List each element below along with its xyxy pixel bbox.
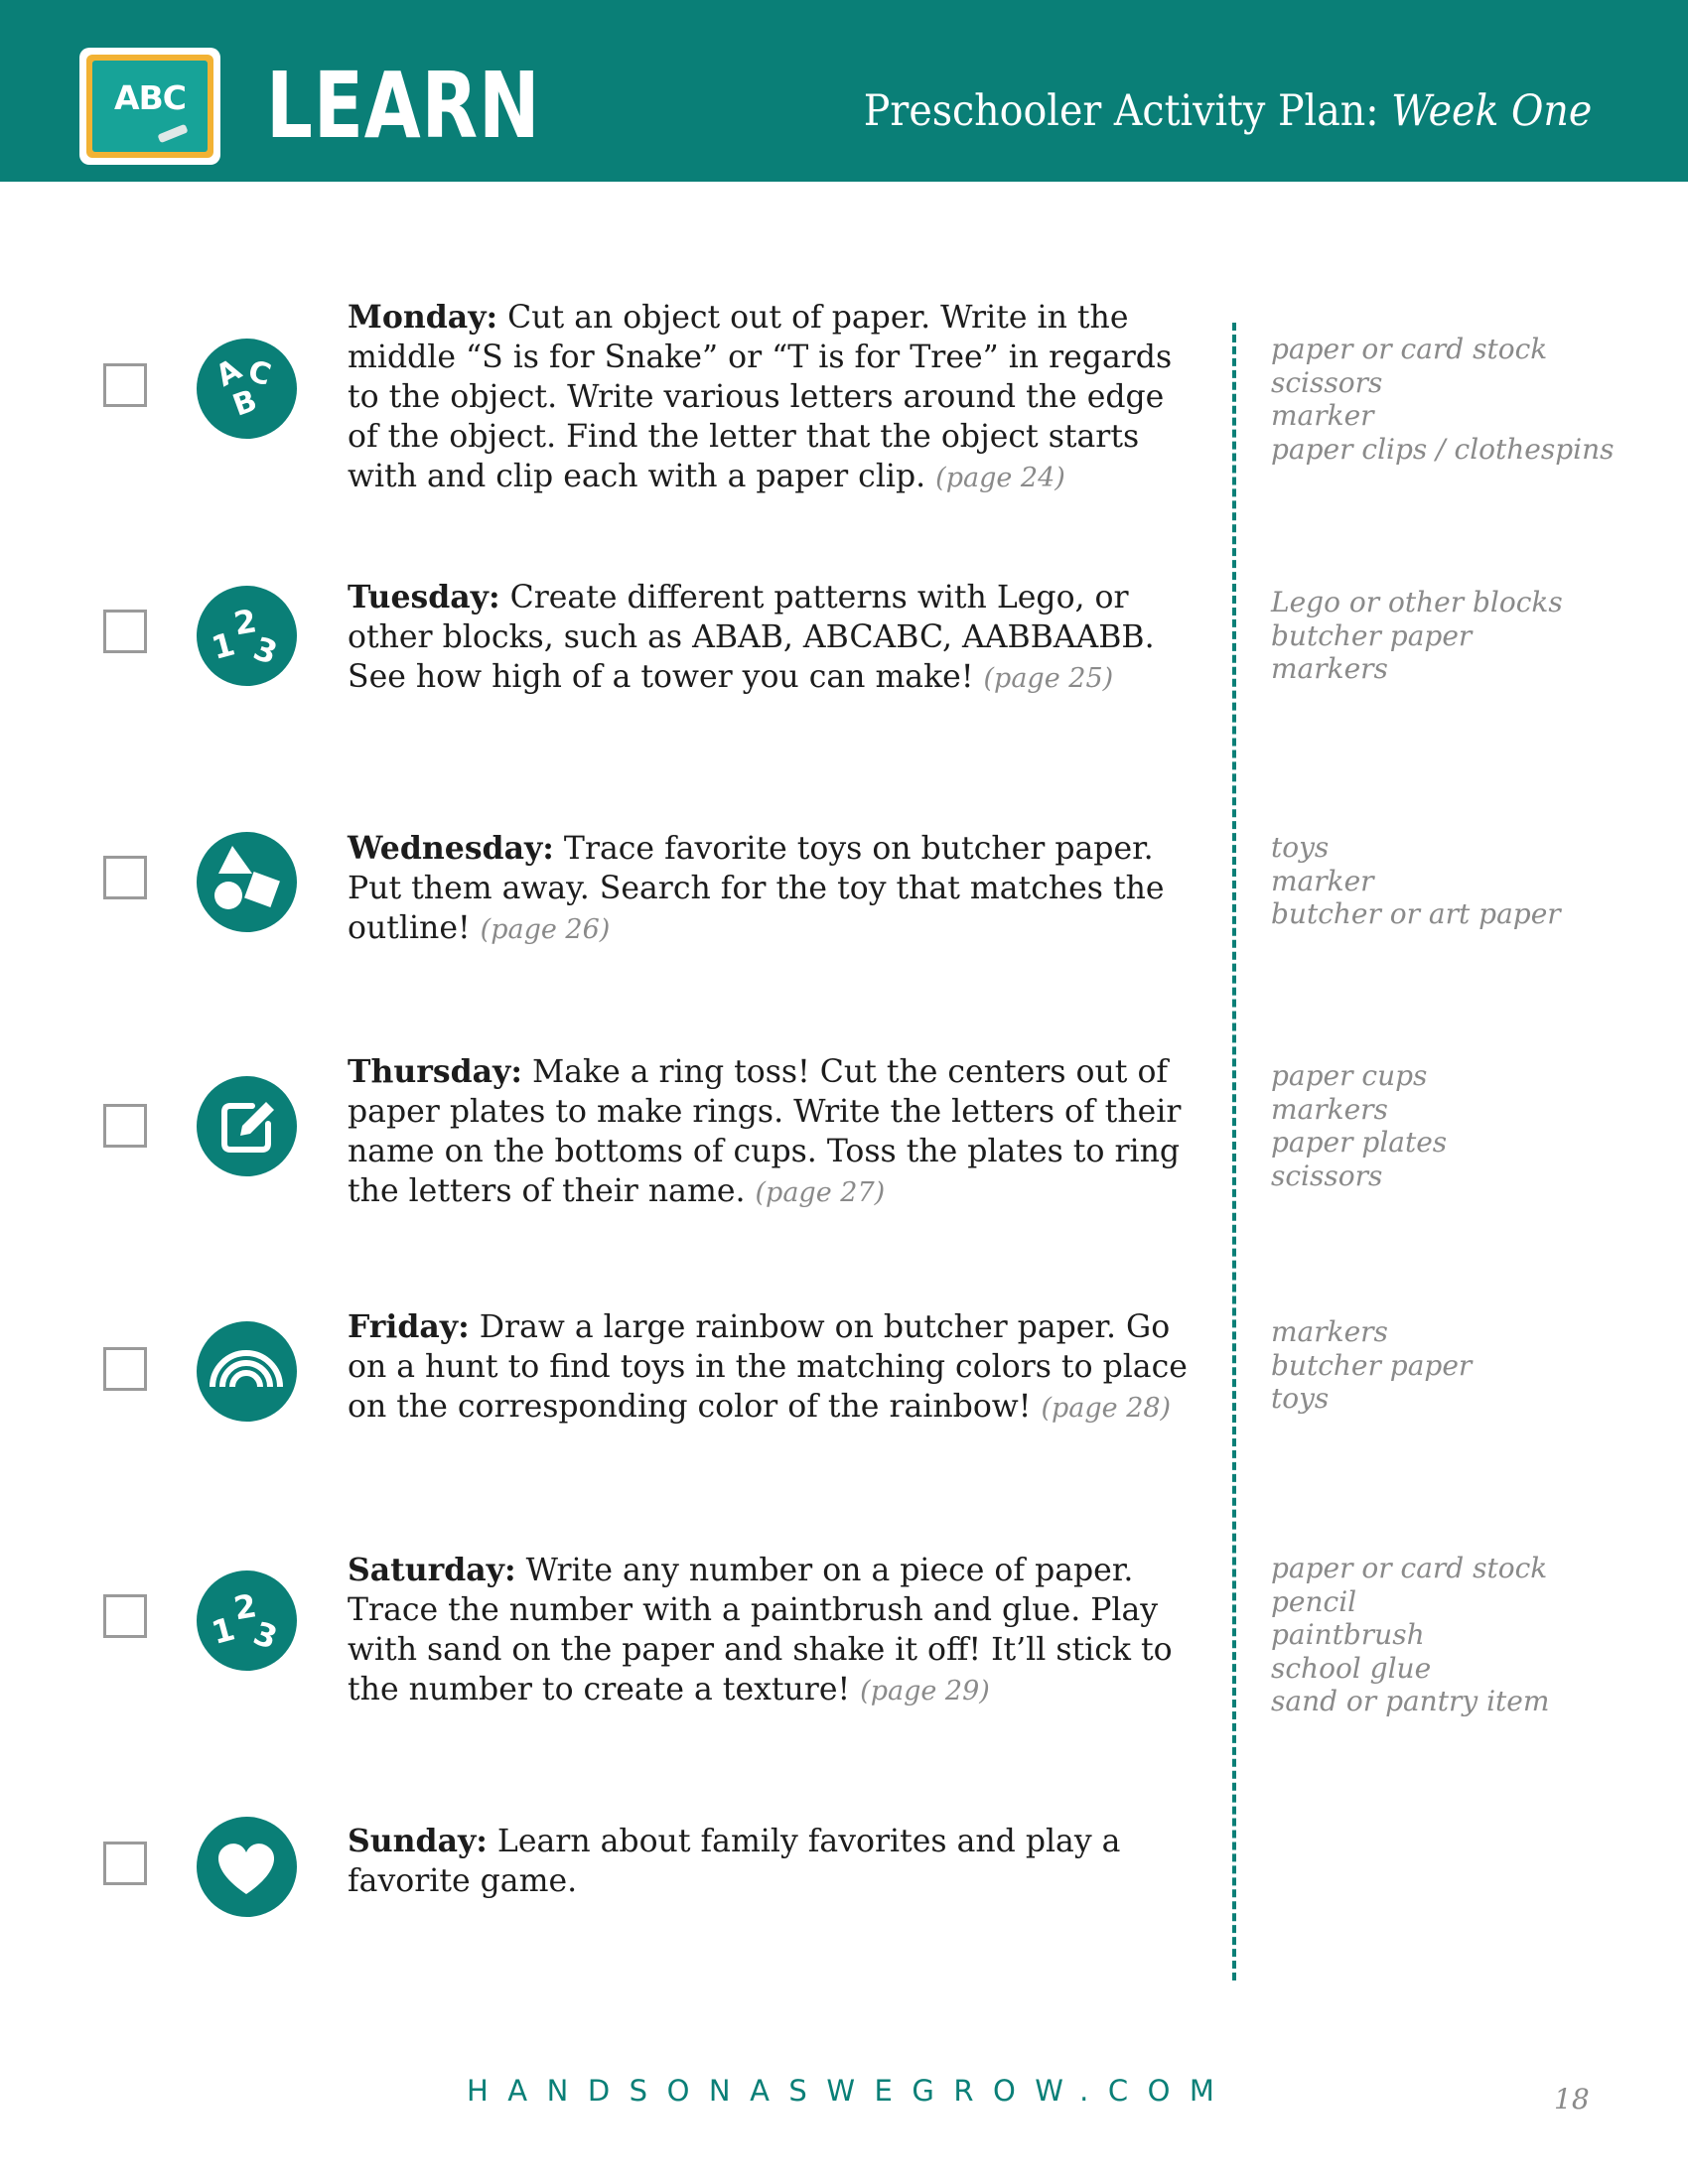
supply-item: paper or card stock (1271, 333, 1548, 365)
page-reference: (page 24) (935, 463, 1065, 493)
activity-text: Create different patterns with Lego, or other blocks, such as ABAB, ABCABC, AABBAABB. See how high of a tower you can make! (348, 580, 1155, 695)
svg-text:3: 3 (248, 628, 283, 673)
supply-item: marker (1271, 864, 1374, 897)
saturday-checkbox[interactable] (103, 1594, 147, 1638)
page-title-prefix: Preschooler Activity Plan: (863, 86, 1379, 136)
saturday-supplies (1271, 1552, 1648, 1718)
supply-item: markers (1271, 1315, 1388, 1348)
page-reference: (page 29) (860, 1676, 990, 1706)
supply-item: sand or pantry item (1271, 1685, 1550, 1717)
thursday-activity (348, 1052, 1201, 1213)
page-title-week: Week One (1390, 86, 1592, 136)
svg-text:A: A (210, 351, 248, 394)
abc-letters-icon (197, 339, 297, 439)
wednesday-checkbox[interactable] (103, 856, 147, 899)
abc-chalkboard-logo (79, 48, 220, 165)
header-bar (0, 0, 1688, 182)
supply-item: paintbrush (1271, 1618, 1425, 1651)
activity-text: Make a ring toss! Cut the centers out of paper plates to make rings. Write the letters of their name on the bottoms of cups. Toss the plates to ring the letters of their name. (348, 1054, 1182, 1209)
day-label: Monday: (348, 299, 498, 336)
supply-item: butcher paper (1271, 1348, 1473, 1382)
svg-text:2: 2 (230, 602, 260, 643)
section-title: LEARN (266, 53, 541, 159)
svg-text:B: B (227, 383, 262, 424)
supply-item: school glue (1271, 1651, 1432, 1685)
friday-supplies (1271, 1315, 1648, 1416)
monday-supplies (1271, 333, 1648, 466)
numbers-123-icon (197, 1570, 297, 1671)
supply-item: paper or card stock (1271, 1552, 1548, 1584)
page-reference: (page 26) (480, 914, 611, 945)
day-label: Sunday: (348, 1823, 488, 1859)
supply-item: paper cups (1271, 1059, 1428, 1092)
tuesday-activity (348, 578, 1201, 699)
supply-item: butcher or art paper (1271, 897, 1561, 930)
svg-text:1: 1 (208, 624, 239, 667)
page-title (863, 85, 1592, 137)
supply-item: toys (1271, 1382, 1330, 1415)
wednesday-supplies (1271, 831, 1648, 931)
write-pencil-icon (197, 1076, 297, 1176)
activity-text: Trace favorite toys on butcher paper. Put them away. Search for the toy that matches the outline! (348, 831, 1165, 946)
supply-item: paper plates (1271, 1126, 1448, 1159)
column-divider (1232, 323, 1236, 1980)
shapes-icon (197, 832, 297, 932)
supply-item: butcher paper (1271, 618, 1473, 652)
day-label: Saturday: (348, 1552, 516, 1588)
wednesday-activity (348, 829, 1201, 950)
supply-item: paper clips / clothespins (1271, 432, 1615, 466)
svg-text:C: C (244, 353, 275, 394)
tuesday-supplies (1271, 586, 1648, 686)
svg-text:2: 2 (230, 1586, 260, 1628)
monday-activity (348, 298, 1201, 498)
day-label: Tuesday: (348, 579, 500, 615)
day-label: Wednesday: (348, 830, 554, 867)
day-label: Friday: (348, 1308, 470, 1345)
supply-item: marker (1271, 399, 1374, 432)
page-reference: (page 27) (755, 1177, 886, 1208)
heart-icon (197, 1817, 297, 1917)
page-number: 18 (1554, 2083, 1590, 2116)
supply-item: markers (1271, 1092, 1388, 1126)
numbers-123-icon (197, 586, 297, 686)
friday-activity (348, 1307, 1201, 1429)
supply-item: scissors (1271, 365, 1383, 399)
page-reference: (page 25) (983, 663, 1114, 694)
tuesday-checkbox[interactable] (103, 610, 147, 653)
thursday-supplies (1271, 1059, 1648, 1192)
supply-item: pencil (1271, 1584, 1357, 1618)
supply-item: toys (1271, 831, 1330, 864)
supply-item: scissors (1271, 1159, 1383, 1192)
thursday-checkbox[interactable] (103, 1104, 147, 1148)
day-label: Thursday: (348, 1053, 522, 1090)
sunday-checkbox[interactable] (103, 1842, 147, 1885)
page-reference: (page 28) (1041, 1393, 1172, 1424)
svg-text:3: 3 (248, 1613, 283, 1658)
website-url[interactable]: HANDSONASWEGROW.COM (467, 2074, 1234, 2108)
supply-item: markers (1271, 652, 1388, 685)
svg-text:1: 1 (208, 1609, 239, 1652)
friday-checkbox[interactable] (103, 1347, 147, 1391)
activity-text: Draw a large rainbow on butcher paper. Go on a hunt to find toys in the matching colors to place on the corresponding color of the rainbow! (348, 1309, 1188, 1425)
saturday-activity (348, 1551, 1201, 1711)
rainbow-icon (197, 1321, 297, 1422)
activity-text: Learn about family favorites and play a favorite game. (348, 1824, 1121, 1899)
activity-text: Write any number on a piece of paper. Trace the number with a paintbrush and glue. Play with sand on the paper and shake it off! It’ll stick to the number to create a texture! (348, 1553, 1173, 1707)
logo-text: ABC (114, 78, 186, 117)
monday-checkbox[interactable] (103, 363, 147, 407)
chalk-icon (157, 124, 188, 144)
sunday-activity (348, 1822, 1201, 1901)
supply-item: Lego or other blocks (1271, 586, 1563, 618)
activity-text: Cut an object out of paper. Write in the middle “S is for Snake” or “T is for Tree” in regards to the object. Write various letters around the edge of the object. Find the letter that the object starts with and clip each with a paper clip. (348, 300, 1173, 494)
